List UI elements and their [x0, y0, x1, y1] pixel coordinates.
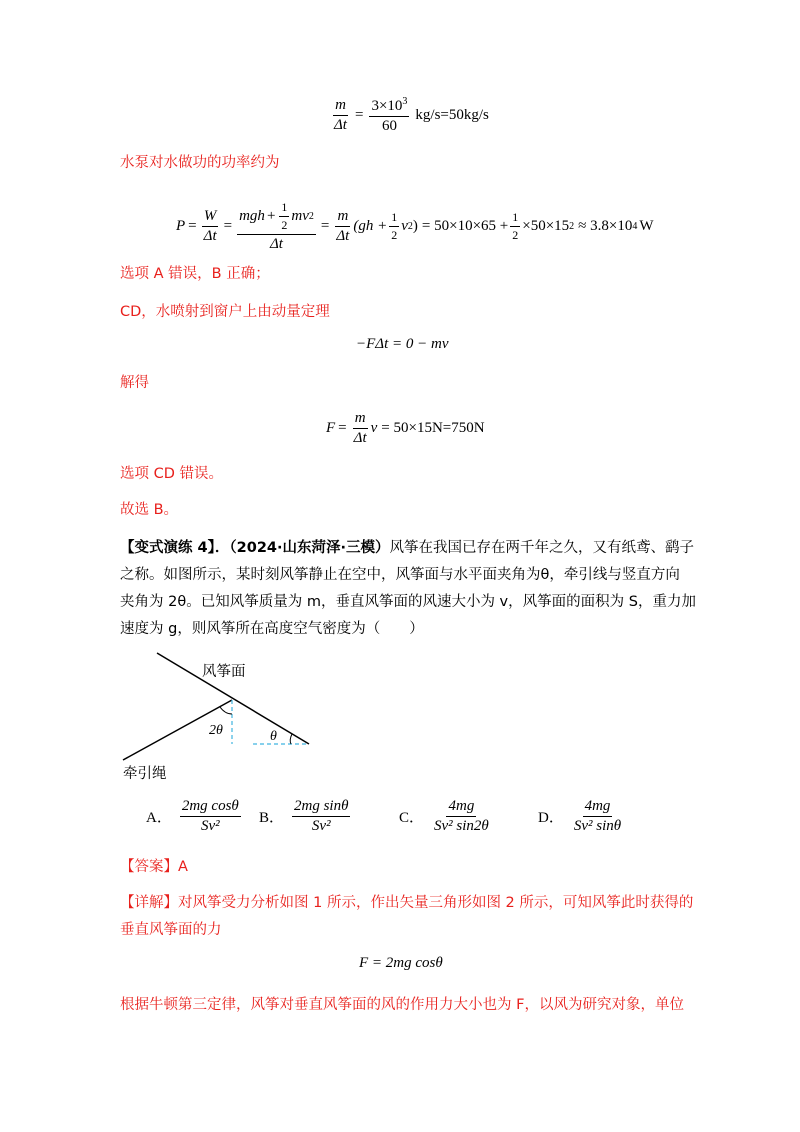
option-b-num: 2mg sinθ	[292, 798, 350, 817]
line-choose: 故选 B。	[120, 502, 179, 518]
option-d-den: Sv² sinθ	[573, 818, 622, 834]
eq2-half-den: 2	[281, 218, 288, 232]
question-line4: 速度为 g，则风筝所在高度空气密度为（ ）	[120, 621, 424, 637]
eq2-v: v	[401, 218, 408, 234]
eq2-eq2: =	[223, 218, 233, 234]
eq1-lhs-num: m	[333, 97, 348, 116]
eq4-F: F	[326, 420, 336, 436]
eq1-num-exp: 3	[402, 96, 408, 107]
detail-tag: 【详解】	[120, 895, 178, 911]
eq2-W: W	[202, 208, 219, 227]
detail-text1: 对风筝受力分析如图 1 所示，作出矢量三角形如图 2 所示，可知风筝此时获得的	[178, 895, 694, 911]
eq2-dt2: Δt	[270, 236, 283, 252]
eq1-equals: =	[354, 107, 364, 123]
option-b[interactable]	[259, 798, 352, 835]
line-cd: CD，水喷射到窗户上由动量定理	[120, 304, 330, 320]
eq2-sq2: 2	[407, 221, 413, 232]
eq2-half3-num: 1	[510, 210, 520, 227]
eq2-approx: ≈ 3.8×10	[578, 218, 633, 234]
line-a-wrong: 选项 A 错误，B 正确；	[120, 266, 270, 282]
eq2-eq3: =	[320, 218, 330, 234]
eq2-mv: mv	[291, 208, 309, 224]
option-c[interactable]	[399, 798, 493, 835]
eq2-rhs2: ×50×15	[522, 218, 570, 234]
option-d-num: 4mg	[583, 798, 613, 817]
line-power: 水泵对水做功的功率约为	[120, 155, 280, 171]
question-line1	[120, 538, 694, 558]
question-line2: 之称。如图所示，某时刻风筝静止在空中，风筝面与水平面夹角为θ，牵引线与竖直方向	[120, 567, 680, 583]
eq4-rhs: = 50×15N=750N	[381, 420, 485, 436]
option-b-label: B．	[259, 810, 285, 826]
eq2-P: P	[176, 218, 186, 234]
detail-line1	[120, 893, 693, 913]
eq2-m: m	[335, 208, 350, 227]
option-a-label: A．	[146, 810, 172, 826]
option-d[interactable]	[538, 798, 625, 835]
answer: 【答案】A	[120, 859, 188, 875]
option-a[interactable]	[146, 798, 243, 835]
eq2-dt3: Δt	[336, 228, 350, 244]
eq2-dt1: Δt	[203, 228, 217, 244]
line-cd-wrong: 选项 CD 错误。	[120, 466, 224, 482]
detail-line2: 垂直风筝面的力	[120, 922, 222, 938]
eq4-eq: =	[338, 420, 347, 436]
option-a-den: Sv²	[200, 818, 220, 834]
eq2-half2-num: 1	[389, 210, 399, 227]
eq2-close: )	[412, 218, 418, 234]
line-solve: 解得	[120, 375, 149, 391]
eq2-plus: +	[266, 208, 276, 224]
equation-power	[176, 200, 654, 253]
eq4-den: Δt	[353, 430, 367, 446]
equation-momentum: −FΔt = 0 − mv	[356, 336, 449, 352]
question-text1: 风筝在我国已存在两千年之久，又有纸鸢、鹞子	[389, 540, 695, 556]
eq1-num: 3×10	[371, 98, 403, 114]
question-line3: 夹角为 2θ。已知风筝质量为 m，垂直风筝面的风速大小为 v，风筝面的面积为 S，重力加	[120, 594, 696, 610]
eq2-eq1: =	[188, 218, 197, 234]
eq4-v: v	[370, 420, 378, 436]
option-b-den: Sv²	[311, 818, 331, 834]
question-tag: 【变式演练 4】．（2024·山东菏泽·三模）	[120, 540, 390, 556]
eq1-tail: kg/s=50kg/s	[415, 107, 489, 123]
eq2-exp4: 4	[632, 221, 638, 232]
angle-theta-label: θ	[270, 729, 277, 744]
eq2-paren: (gh +	[353, 218, 388, 234]
eq2-half2-den: 2	[391, 228, 398, 242]
rope-label: 牵引绳	[123, 766, 167, 782]
angle-arc-2theta	[220, 707, 232, 714]
eq4-num: m	[353, 410, 368, 429]
eq2-unit: W	[639, 218, 654, 234]
option-c-label: C．	[399, 810, 425, 826]
eq2-sq3: 2	[569, 221, 575, 232]
kite-surface-label: 风筝面	[202, 664, 246, 680]
option-d-label: D．	[538, 810, 564, 826]
option-c-num: 4mg	[446, 798, 476, 817]
eq2-mgh: mgh	[239, 208, 265, 224]
eq2-half-num: 1	[279, 200, 289, 217]
equation-kite-force: F = 2mg cosθ	[359, 955, 443, 971]
equation-mass-rate	[330, 96, 489, 135]
eq2-half3-den: 2	[512, 228, 519, 242]
eq2-rhs: = 50×10×65 +	[421, 218, 509, 234]
angle-arc-theta	[290, 734, 292, 744]
angle-2theta-label: 2θ	[209, 723, 223, 738]
last-line: 根据牛顿第三定律，风筝对垂直风筝面的风的作用力大小也为 F，以风为研究对象，单位	[120, 997, 684, 1013]
equation-force	[326, 410, 485, 447]
eq1-lhs-den: Δt	[334, 117, 347, 133]
option-a-num: 2mg cosθ	[180, 798, 241, 817]
eq1-den: 60	[381, 118, 397, 134]
eq2-sq: 2	[308, 211, 314, 222]
option-c-den: Sv² sin2θ	[434, 818, 489, 834]
